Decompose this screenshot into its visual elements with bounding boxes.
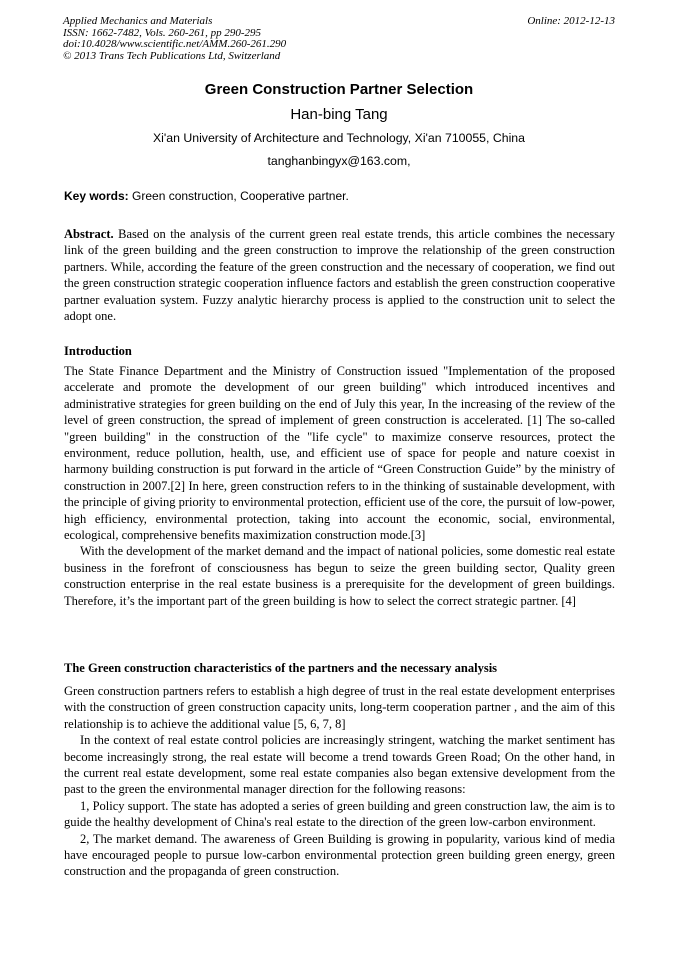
issn-line: ISSN: 1662-7482, Vols. 260-261, pp 290-295 <box>63 26 261 39</box>
keywords-text: Green construction, Cooperative partner. <box>128 189 349 203</box>
introduction-body <box>64 363 615 609</box>
journal-name: Applied Mechanics and Materials <box>63 15 213 27</box>
paper-author: Han-bing Tang <box>290 106 388 123</box>
author-email: tanghanbingyx@163.com, <box>267 154 411 168</box>
abstract <box>64 226 615 324</box>
online-date: Online: 2012-12-13 <box>527 15 615 27</box>
section2-paragraph-1: Green construction partners refers to establish a high degree of trust in the real estate development enterprises with the construction of green construction capacity units, long-term cooperation partner , and the aim of this relationship is to achieve the additional value [5, 6, 7, 8] <box>64 684 615 731</box>
section2-paragraph-3: 1, Policy support. The state has adopted a series of green building and green construction law, the aim is to guide the healthy development of China's real estate to the direction of the green low-carbon environment. <box>64 798 615 830</box>
introduction-heading: Introduction <box>64 344 132 358</box>
section2-body <box>64 683 615 880</box>
section2-heading: The Green construction characteristics of the partners and the necessary analysis <box>64 661 498 675</box>
intro-paragraph-1: The State Finance Department and the Ministry of Construction issued "Implementation of the proposed accelerate and promote the development of our green building" which introduced incentives and administrative strategies for green building on the end of July this year, In the increasing of the review of the level of green construction, the spread of implement of green construction is accelerated. [1] The so-called "green building" in the construction of the "life cycle" to maximize conserve resources, protect the environment, reduce pollution, health, use, and efficient use of space for people and nature coexist in harmony building construction is put forward in the article of “Green Construction Guide” by the ministry of construction in 2007.[2] In here, green construction refers to in the thinking of sustainable development, with the principle of giving priority to environmental protection, efficient use of the core, the pursuit of low-power, high efficiency, environmental protection, taking into account the economic, social, environmental, ecological, comprehensive benefits maximization construction mode.[3] <box>64 364 615 543</box>
section2-paragraph-4: 2, The market demand. The awareness of Green Building is growing in popularity, various kind of media have encouraged people to pursue low-carbon environmental protection green building green energy, green construction and the propaganda of green construction. <box>64 831 615 879</box>
intro-paragraph-2: With the development of the market demand and the impact of national policies, some domestic real estate business in the forefront of consciousness has begun to seize the green building sector, Quality green construction enterprise in the real estate business is a prerequisite for the development of green buildings. Therefore, it’s the important part of the green building is how to select the correct strategic partner. [4] <box>64 544 615 608</box>
copyright-line: © 2013 Trans Tech Publications Ltd, Switzerland <box>63 49 281 62</box>
paper-title: Green Construction Partner Selection <box>204 81 474 98</box>
author-affiliation: Xi'an University of Architecture and Technology, Xi'an 710055, China <box>152 131 525 145</box>
section2-paragraph-2: In the context of real estate control policies are increasingly stringent, watching the market sentiment has become increasingly strong, the real estate will become a trend towards Green Road; On the other hand, in the current real estate development, some real estate companies also began extensive development from the past to the green the environmental manager direction for the following reasons: <box>64 733 615 797</box>
abstract-label: Abstract. <box>64 227 114 241</box>
doi-line: doi:10.4028/www.scientific.net/AMM.260-261.290 <box>63 38 287 50</box>
keywords <box>64 189 616 204</box>
journal-header <box>63 16 286 62</box>
abstract-text: Based on the analysis of the current green real estate trends, this article combines the necessary link of the green building and the green construction to improve the relationship of the green construction partners. While, according the feature of the green construction and the necessary of cooperation, we find out the green construction strategic cooperation influence factors and establish the green construction cooperative partner evaluation system. Fuzzy analytic hierarchy process is applied to the construction unit to select the adopt one. <box>64 227 615 324</box>
keywords-label: Key words: <box>64 189 129 203</box>
